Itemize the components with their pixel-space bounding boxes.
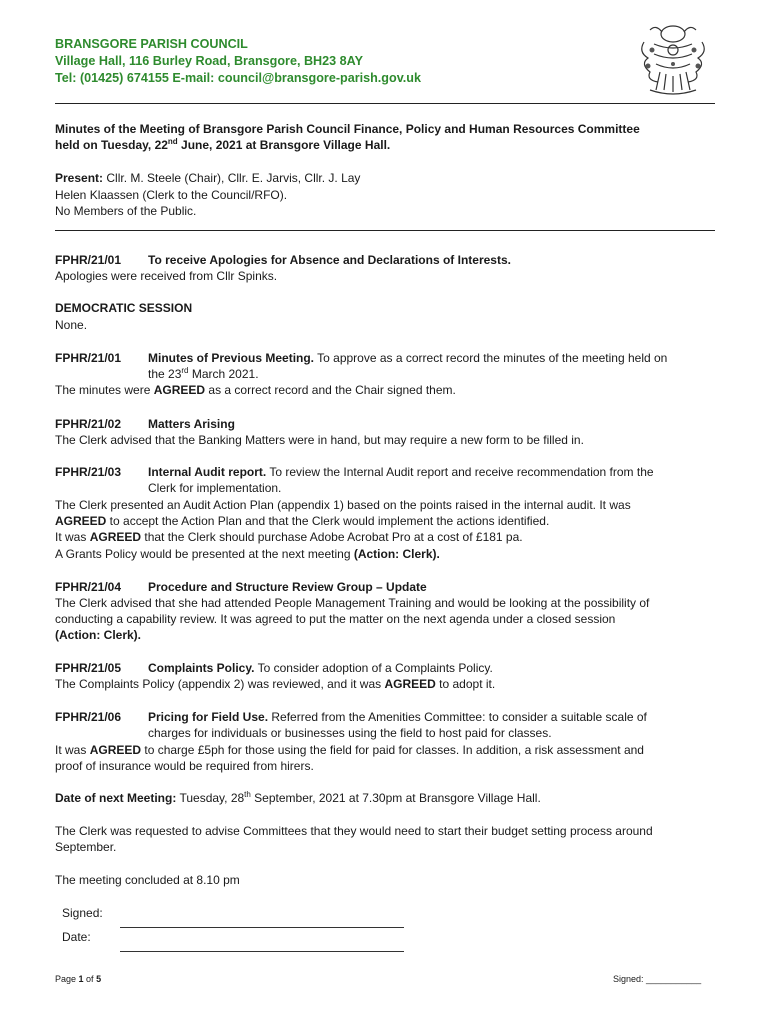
letterhead: [55, 36, 421, 87]
footer-signed: Signed: ___________: [613, 974, 702, 984]
signed-label: Signed:: [62, 906, 103, 920]
item-body-pricing-2: proof of insurance would be required from hirers.: [55, 759, 314, 773]
item-desc-audit: Internal Audit report. To review the Internal Audit report and receive recommendation from the: [148, 465, 654, 479]
org-address: Village Hall, 116 Burley Road, Bransgore, BH23 8AY: [55, 54, 363, 68]
budget-note-2: September.: [55, 840, 117, 854]
minutes-title-line2: held on Tuesday, 22nd June, 2021 at Bransgore Village Hall.: [55, 137, 391, 152]
item-desc-audit-2: Clerk for implementation.: [148, 481, 282, 495]
section-divider: [55, 230, 715, 231]
budget-note-1: The Clerk was requested to advise Committees that they would need to start their budget setting process around: [55, 824, 653, 838]
date-label: Date:: [62, 930, 91, 944]
item-body-apologies: Apologies were received from Cllr Spinks.: [55, 269, 278, 283]
minutes-title-line1: Minutes of the Meeting of Bransgore Parish Council Finance, Policy and Human Resources Committee: [55, 122, 640, 136]
parish-crest-icon: [632, 20, 714, 98]
item-ref-procedure: FPHR/21/04: [55, 580, 122, 594]
item-body-procedure-1: The Clerk advised that she had attended People Management Training and would be looking at the possibility of: [55, 596, 650, 610]
democratic-session-title: DEMOCRATIC SESSION: [55, 301, 193, 315]
item-body-audit-3: It was AGREED that the Clerk should purchase Adobe Acrobat Pro at a cost of £181 pa.: [55, 530, 523, 544]
item-title-apologies: To receive Apologies for Absence and Declarations of Interests.: [148, 253, 511, 267]
present-public: No Members of the Public.: [55, 204, 197, 218]
democratic-session-body: None.: [55, 318, 88, 332]
item-body-procedure-3: (Action: Clerk).: [55, 628, 142, 642]
page-number: Page 1 of 5: [55, 974, 102, 984]
item-desc-complaints: Complaints Policy. To consider adoption of a Complaints Policy.: [148, 661, 493, 675]
item-desc-pricing: Pricing for Field Use. Referred from the Amenities Committee: to consider a suitable scale of: [148, 710, 647, 724]
item-ref-audit: FPHR/21/03: [55, 465, 122, 479]
item-body-audit-4: A Grants Policy would be presented at the next meeting (Action: Clerk).: [55, 547, 440, 561]
org-contact: Tel: (01425) 674155 E-mail: council@bransgore-parish.gov.uk: [55, 71, 421, 85]
item-body-audit-1: The Clerk presented an Audit Action Plan (appendix 1) based on the points raised in the internal audit. It was: [55, 498, 631, 512]
item-ref-minutes: FPHR/21/01: [55, 351, 122, 365]
meeting-concluded: The meeting concluded at 8.10 pm: [55, 873, 240, 887]
date-line: [120, 951, 404, 952]
item-body-matters: The Clerk advised that the Banking Matters were in hand, but may require a new form to be filled in.: [55, 433, 584, 447]
item-ref-apologies: FPHR/21/01: [55, 253, 122, 267]
present-members: Present: Cllr. M. Steele (Chair), Cllr. E. Jarvis, Cllr. J. Lay: [55, 171, 361, 185]
item-desc-minutes-2: the 23rd March 2021.: [148, 366, 259, 381]
item-body-minutes: The minutes were AGREED as a correct record and the Chair signed them.: [55, 383, 456, 397]
item-body-procedure-2: conducting a capability review. It was agreed to put the matter on the next agenda under a closed session: [55, 612, 616, 626]
item-desc-minutes: Minutes of Previous Meeting. To approve as a correct record the minutes of the meeting held on: [148, 351, 668, 365]
item-body-audit-2: AGREED to accept the Action Plan and that the Clerk would implement the actions identified.: [55, 514, 550, 528]
item-desc-pricing-2: charges for individuals or businesses using the field to host paid for classes.: [148, 726, 552, 740]
item-title-procedure: Procedure and Structure Review Group – Update: [148, 580, 427, 594]
org-name: BRANSGORE PARISH COUNCIL: [55, 37, 248, 51]
item-ref-matters: FPHR/21/02: [55, 417, 122, 431]
item-ref-complaints: FPHR/21/05: [55, 661, 122, 675]
item-title-matters: Matters Arising: [148, 417, 235, 431]
present-clerk: Helen Klaassen (Clerk to the Council/RFO).: [55, 188, 288, 202]
item-ref-pricing: FPHR/21/06: [55, 710, 122, 724]
next-meeting: Date of next Meeting: Tuesday, 28th September, 2021 at 7.30pm at Bransgore Village Hall.: [55, 790, 541, 805]
item-body-pricing-1: It was AGREED to charge £5ph for those using the field for paid for classes. In addition, a risk assessment and: [55, 743, 644, 757]
signature-line: [120, 927, 404, 928]
item-body-complaints: The Complaints Policy (appendix 2) was reviewed, and it was AGREED to adopt it.: [55, 677, 496, 691]
header-divider: [55, 103, 715, 104]
